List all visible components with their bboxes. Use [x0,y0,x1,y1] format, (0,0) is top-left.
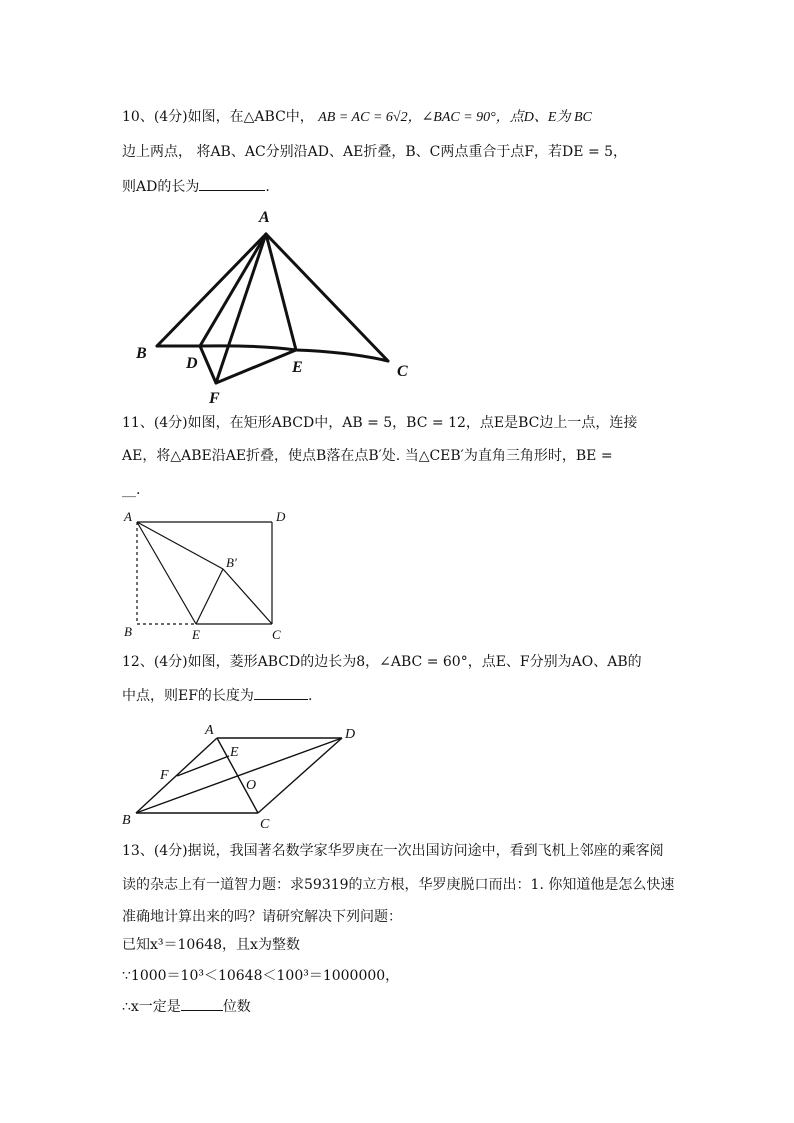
q10-label-c: C [397,363,408,380]
q13-line-2: 读的杂志上有一道智力题：求59319的立方根，华罗庚脱口而出：1. 你知道他是怎么快速 [122,877,675,893]
q10-line-3-prefix: 则AD的长为 [122,179,200,195]
q10-segment-ef [216,350,296,383]
q10-line-3-suffix: . [265,179,270,195]
q10-label-e: E [292,359,303,376]
q12-segment-ab [136,738,217,813]
q10-segment-bc [157,346,388,361]
q11-segment-eb1 [196,569,223,624]
q13-line-3: 准确地计算出来的吗？请研究解决下列问题： [122,909,402,925]
q11-label-d: D [276,509,286,524]
q11-line-3: __. [122,482,141,498]
q12-label-c: C [260,817,270,832]
q10-line-3 [122,176,270,197]
q11-segment-ab1 [137,522,223,569]
q13-line-6-suffix: 位数 [222,999,251,1015]
q10-line-1-math: AB = AC = 6√2，∠BAC = 90°，点D、E为 BC [318,110,592,125]
q10-segment-ab [157,234,266,346]
q12-line-2-prefix: 中点，则EF的长度为 [122,688,254,704]
q12-line-2 [122,685,312,706]
q10-segment-ae [266,234,296,350]
q13-line-1: 13、(4分)据说，我国著名数学家华罗庚在一次出国访问途中，看到飞机上邻座的乘客阅 [122,843,664,859]
q10-label-a: A [259,209,270,226]
q13-line-6-prefix: ∴x一定是 [122,999,181,1015]
q13-line-4: 已知x³＝10648，且x为整数 [122,937,300,953]
q10-line-1 [122,107,592,128]
q12-label-o: O [246,778,257,793]
q11-line-2: AE，将△ABE沿AE折叠，使点B落在点B′处. 当△CEB′为直角三角形时，BE = [122,448,613,464]
q11-label-c: C [272,627,281,642]
q12-segment-ef [177,756,229,776]
q11-label-a: A [124,509,132,524]
q10-segment-af [216,234,266,383]
q12-answer-blank [254,685,308,700]
q12-label-f: F [160,768,169,783]
q12-segment-dc [258,738,342,813]
q12-line-1: 12、(4分)如图，菱形ABCD的边长为8，∠ABC = 60°，点E、F分别为AO、AB的 [122,654,642,670]
q12-label-a: A [205,723,214,738]
q13-line-6 [122,996,251,1017]
q10-segment-ac [266,234,388,361]
q13-answer-blank [181,996,223,1011]
q10-line-2: 边上两点， 将AB、AC分别沿AD、AE折叠，B、C两点重合于点F，若DE = 5， [122,144,628,160]
q12-segment-ac [217,738,258,813]
q11-label-b: B [124,624,132,639]
q12-label-b: B [122,813,131,828]
q10-line-1-prefix: 10、(4分)如图，在△ABC中， [122,109,314,125]
q11-label-b-prime: B′ [226,555,237,570]
q10-label-d: D [186,355,198,372]
q12-segment-bd [136,738,342,813]
q10-segment-df [200,346,216,383]
q11-line-1: 11、(4分)如图，在矩形ABCD中，AB = 5，BC = 12，点E是BC边上一点，连接 [122,415,638,431]
q11-segment-ae [137,522,196,624]
q10-label-f: F [209,390,220,407]
q12-label-d: D [345,727,356,742]
q10-label-b: B [136,345,147,362]
q11-segment-b1c [223,569,272,624]
q10-segment-ad [200,234,266,346]
q12-line-2-suffix: . [307,688,313,704]
q12-label-e: E [230,745,239,760]
q13-line-5: ∵1000＝10³＜10648＜100³＝1000000， [122,968,400,984]
q10-answer-blank [199,176,265,191]
q11-label-e: E [192,627,200,642]
